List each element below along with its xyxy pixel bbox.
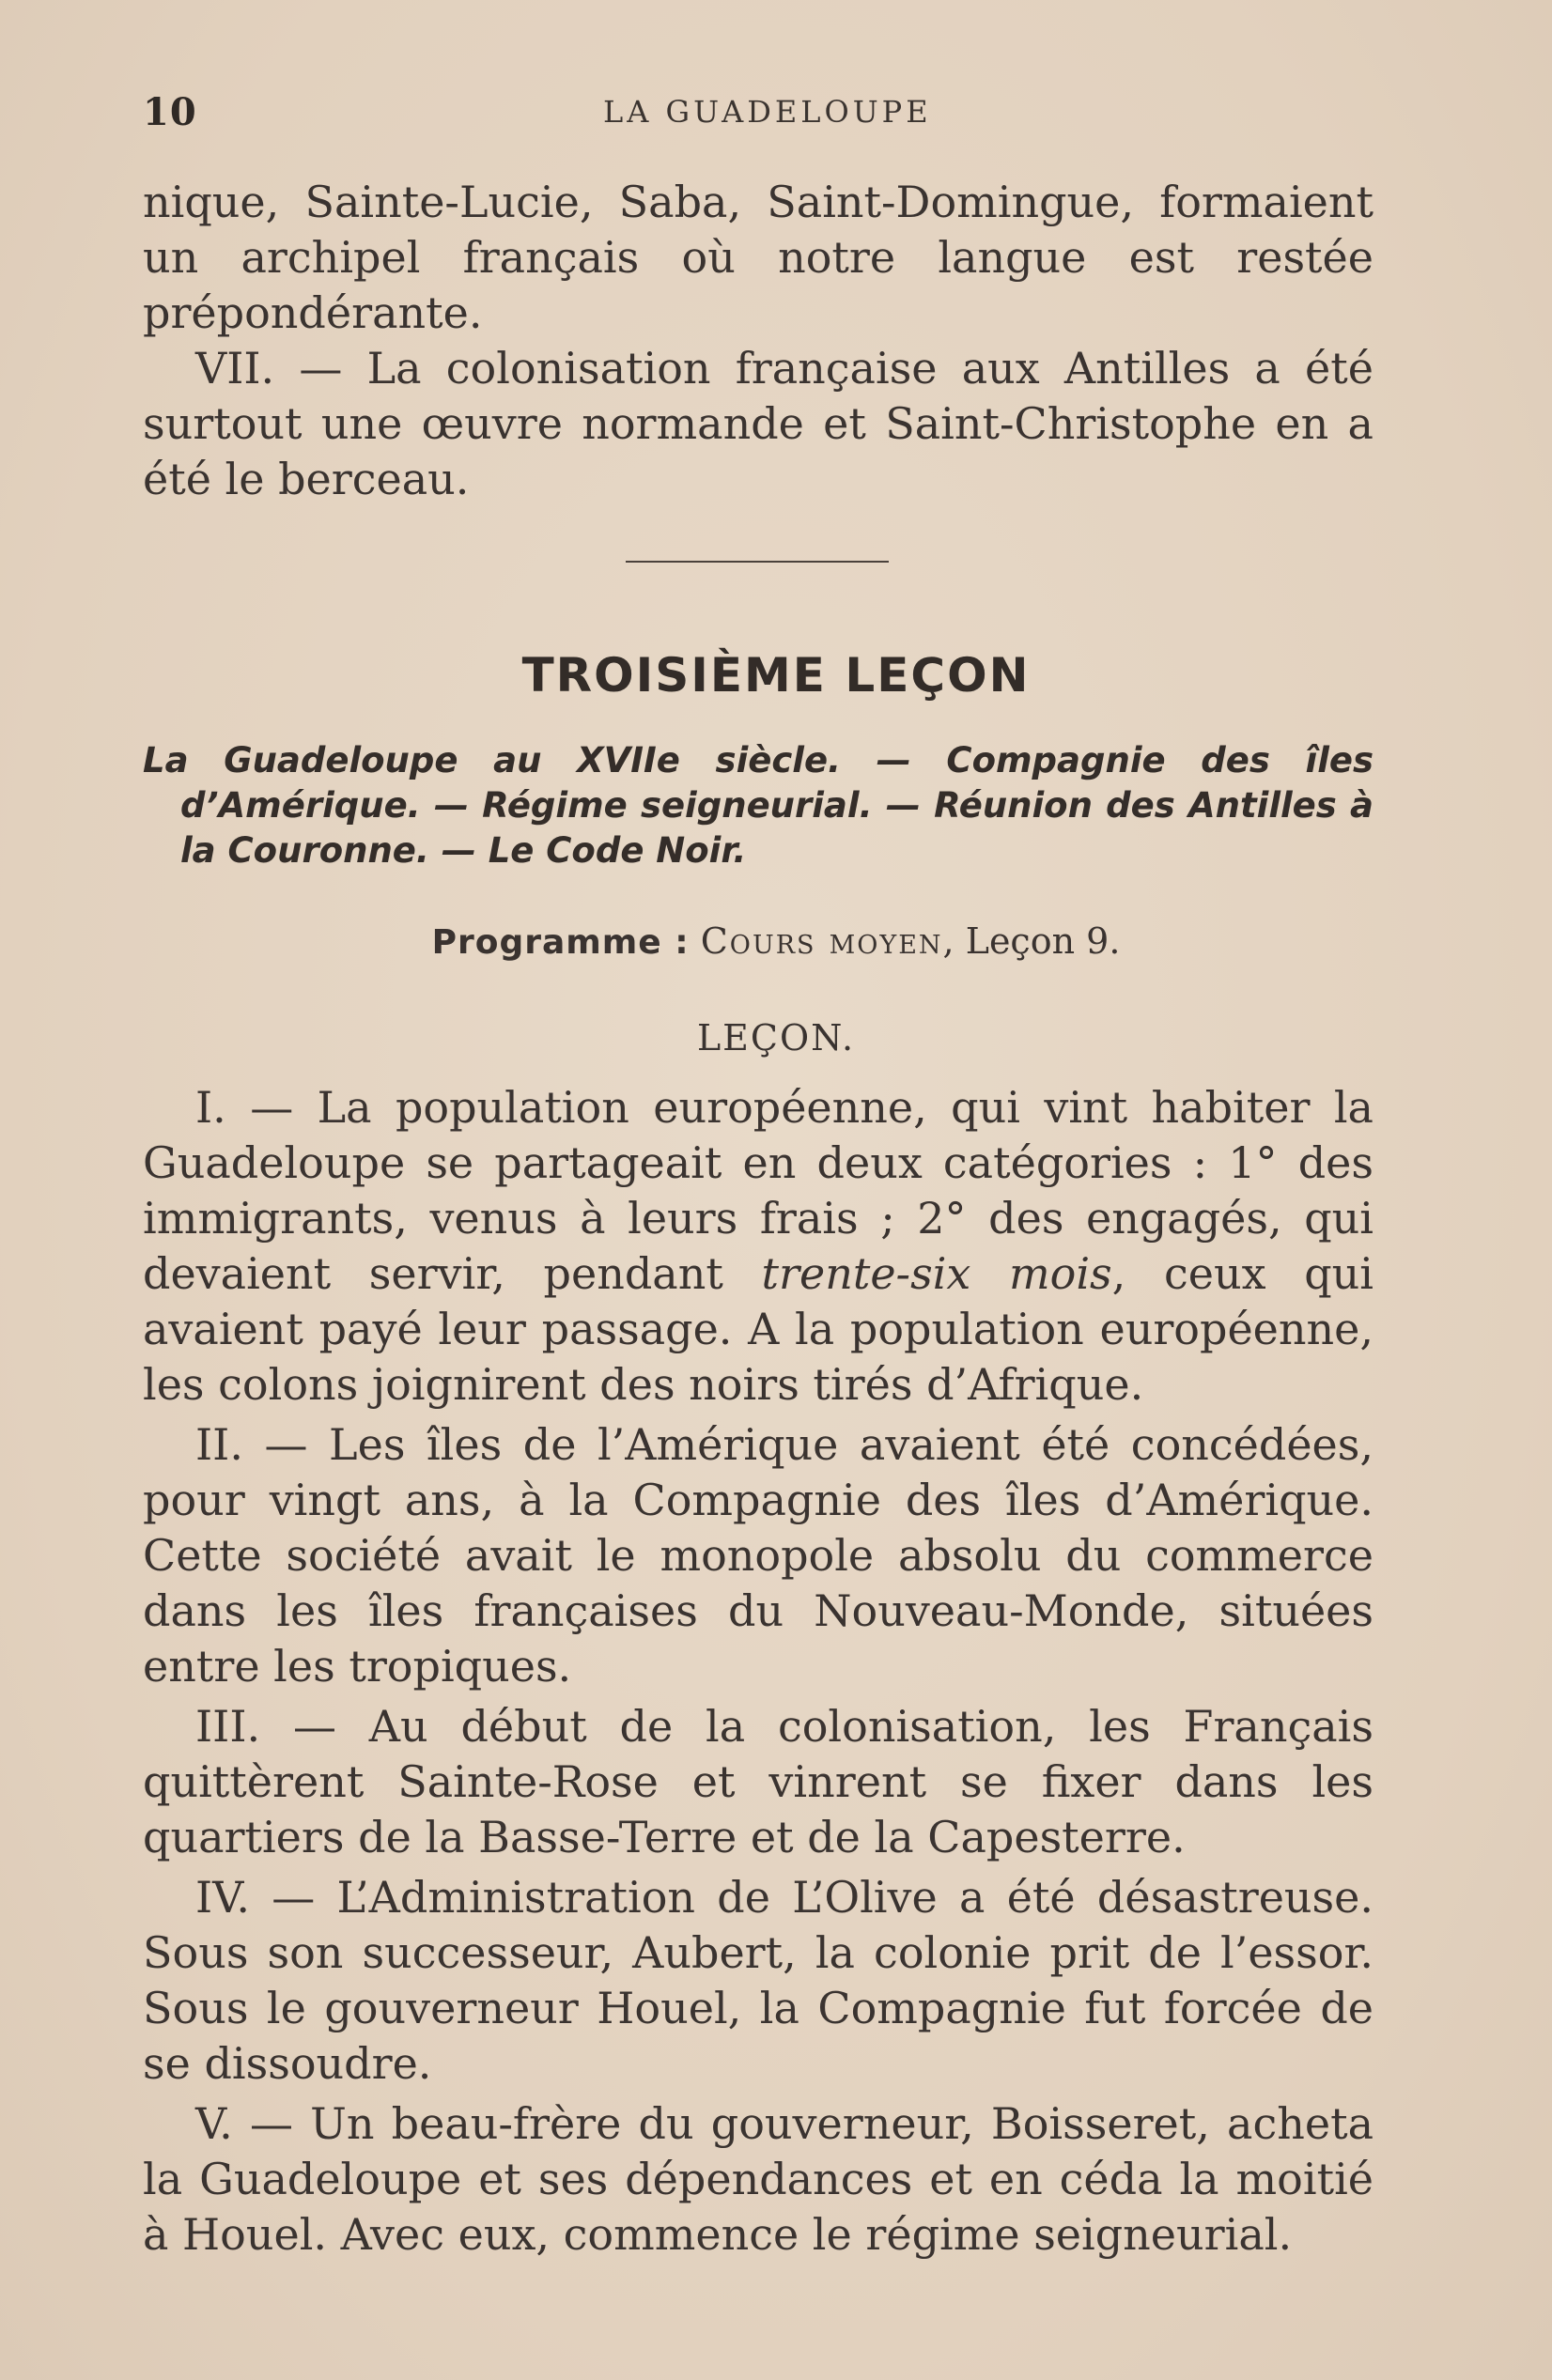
lesson-subtitle-text: La Guadeloupe au XVIIe siècle. — Compagnie des îles d’Amérique. — Régime seigneurial. — Réunion des Antilles à la Couronne. — Le Code Noir. — [143, 740, 1374, 871]
paragraph-iii — [143, 1699, 1374, 1865]
lesson-heading: TROISIÈME LEÇON — [521, 648, 1031, 703]
paragraph-i-italic: trente-six mois — [761, 1248, 1112, 1299]
paragraph-v-text: V. — Un beau-frère du gouverneur, Boisseret, acheta la Guadeloupe et ses dépendances et en céda la moitié à Houel. Avec eux, commence le régime seigneurial. — [143, 2098, 1374, 2260]
paragraph-iv — [143, 1870, 1374, 2092]
paragraph-iii-text: III. — Au début de la colonisation, les Français quittèrent Sainte-Rose et vinrent se fixer dans les quartiers de la Basse-Terre et de la Capesterre. — [143, 1701, 1374, 1862]
paragraph-ii-text: II. — Les îles de l’Amérique avaient été concédées, pour vingt ans, à la Compagnie des îles d’Amérique. Cette société avait le monopole absolu du commerce dans les îles françaises du Nouveau-Monde, situées entre les tropiques. — [143, 1419, 1374, 1692]
programme-lesson: , Leçon 9. — [942, 920, 1121, 962]
paragraph-i-text-start: I. — La population européenne, qui vint habiter la Guadeloupe se partageait en deux catégories : 1° des immigrants, venus à leurs frais ; 2° des engagés, qui devaient servir, pendant — [143, 1082, 1374, 1299]
paragraph-v — [143, 2096, 1374, 2263]
section-label: LEÇON. — [696, 1017, 856, 1059]
page-number: 10 — [143, 90, 197, 134]
continuation-text — [143, 175, 1374, 507]
paragraph-i-text-end: , ceux qui avaient payé leur passage. A la population européenne, les colons joignirent des noirs tirés d’Afrique. — [143, 1248, 1374, 1410]
lesson-subtitle — [143, 738, 1374, 873]
programme-label: Programme : — [431, 923, 690, 962]
continued-paragraph: nique, Sainte-Lucie, Saba, Saint-Domingue, formaient un archipel français où notre langue est restée prépondérante. — [143, 177, 1374, 338]
running-title: LA GUADELOUPE — [603, 94, 932, 130]
programme-course: Cours moyen — [700, 920, 943, 962]
programme-line — [0, 920, 1552, 962]
running-head — [143, 90, 1374, 139]
paragraph-iv-text: IV. — L’Administration de L’Olive a été désastreuse. Sous son successeur, Aubert, la colonie prit de l’essor. Sous le gouverneur Houel, la Compagnie fut forcée de se dissoudre. — [143, 1872, 1374, 2089]
lesson-body — [143, 1080, 1374, 2263]
paragraph-i — [143, 1080, 1374, 1413]
paragraph-ii — [143, 1417, 1374, 1694]
section-divider — [626, 561, 889, 563]
paragraph-vii — [143, 341, 1374, 507]
paragraph-vii-text: VII. — La colonisation française aux Antilles a été surtout une œuvre normande et Saint-Christophe en a été le berceau. — [143, 343, 1374, 504]
